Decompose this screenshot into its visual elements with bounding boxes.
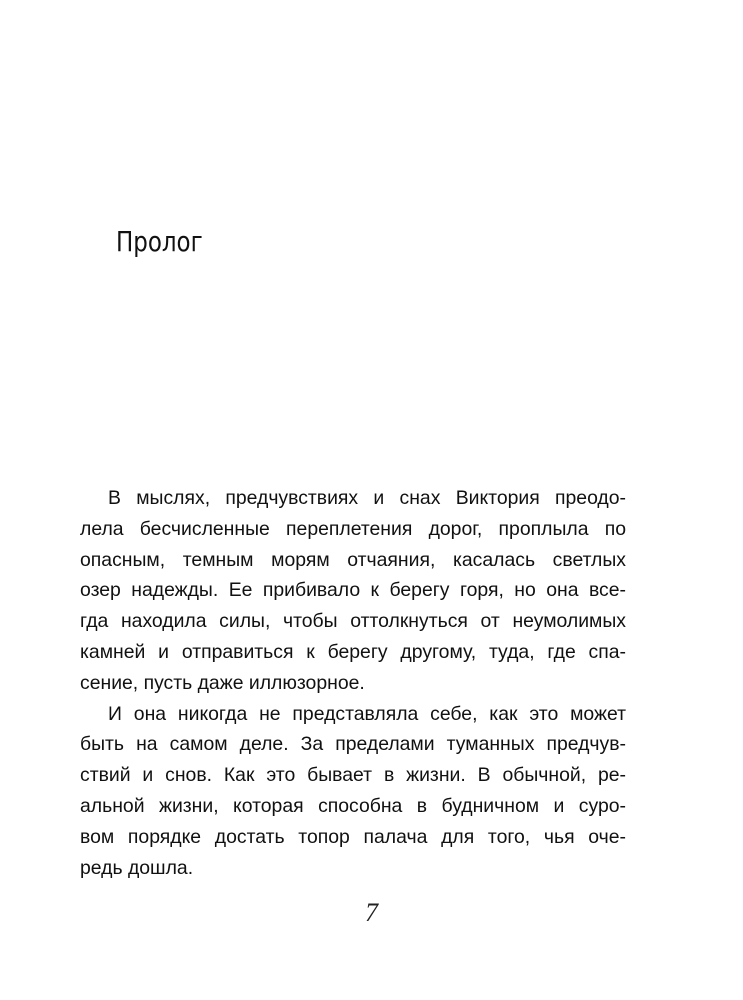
text-line: быть на самом деле. За пределами туманных предчув- — [80, 733, 626, 756]
text-line: редь дошла. — [80, 856, 194, 879]
text-line: гда находила силы, чтобы оттолкнуться от неумолимых — [80, 610, 626, 633]
page-number: 7 — [365, 898, 378, 927]
text-line: камней и отправиться к берегу другому, туда, где спа- — [80, 640, 626, 663]
text-line: альной жизни, которая способна в будничном и суро- — [80, 794, 626, 817]
body-text — [80, 483, 626, 883]
paragraph-2 — [80, 699, 626, 884]
paragraph-1 — [80, 483, 626, 699]
chapter-title: Пролог — [116, 225, 203, 258]
text-line: И она никогда не представляла себе, как это может — [108, 702, 626, 725]
text-line: В мыслях, предчувствиях и снах Виктория преодо- — [108, 487, 626, 509]
text-line: лела бесчисленные переплетения дорог, проплыла по — [80, 517, 626, 540]
text-line: ствий и снов. Как это бывает в жизни. В обычной, ре- — [80, 764, 626, 787]
text-line: опасным, темным морям отчаяния, касалась светлых — [80, 548, 626, 571]
text-line: сение, пусть даже иллюзорное. — [80, 671, 365, 694]
text-line: вом порядке достать топор палача для того, чья оче- — [80, 825, 626, 848]
text-line: озер надежды. Ее прибивало к берегу горя, но она все- — [80, 579, 626, 602]
